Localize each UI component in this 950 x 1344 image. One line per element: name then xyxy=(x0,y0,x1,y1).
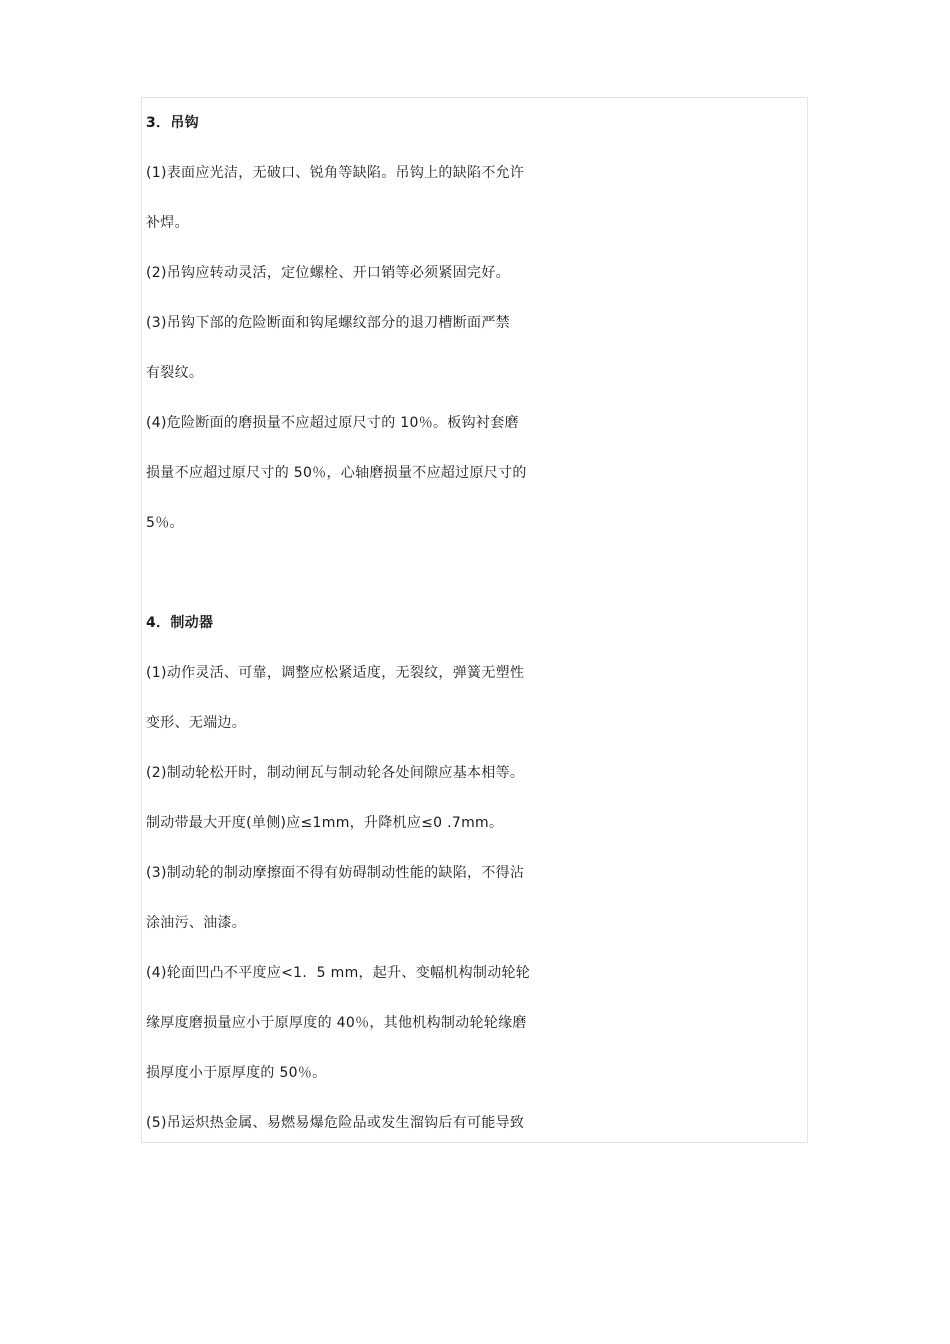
section-heading-brake: 4．制动器 xyxy=(146,615,214,631)
brake-line-5: (3)制动轮的制动摩擦面不得有妨碍制动性能的缺陷，不得沾 xyxy=(146,865,525,881)
brake-line-4: 制动带最大开度(单侧)应≤1mm，升降机应≤0 .7mm。 xyxy=(146,815,504,831)
section-spacer xyxy=(146,548,808,598)
brake-line-7: (4)轮面凹凸不平度应<1．5 mm，起升、变幅机构制动轮轮 xyxy=(146,965,531,981)
brake-line-8: 缘厚度磨损量应小于原厚度的 40％，其他机构制动轮轮缘磨 xyxy=(146,1015,527,1031)
brake-line-6: 涂油污、油漆。 xyxy=(146,915,247,931)
brake-line-10: (5)吊运炽热金属、易燃易爆危险品或发生溜钩后有可能导致 xyxy=(146,1115,525,1131)
section-heading-hook: 3．吊钩 xyxy=(146,115,199,131)
hook-line-1: (1)表面应光洁，无破口、锐角等缺陷。吊钩上的缺陷不允许 xyxy=(146,165,525,181)
hook-line-2: 补焊。 xyxy=(146,215,189,231)
hook-line-4: (3)吊钩下部的危险断面和钩尾螺纹部分的退刀槽断面严禁 xyxy=(146,315,510,331)
brake-line-2: 变形、无端边。 xyxy=(146,715,247,731)
brake-line-9: 损厚度小于原厚度的 50％。 xyxy=(146,1065,327,1081)
hook-line-3: (2)吊钩应转动灵活，定位螺栓、开口销等必须紧固完好。 xyxy=(146,265,510,281)
hook-line-8: 5％。 xyxy=(146,515,184,531)
hook-line-6: (4)危险断面的磨损量不应超过原尺寸的 10％。板钩衬套磨 xyxy=(146,415,519,431)
document-body xyxy=(146,98,808,1143)
hook-line-7: 损量不应超过原尺寸的 50％，心轴磨损量不应超过原尺寸的 xyxy=(146,465,527,481)
hook-line-5: 有裂纹。 xyxy=(146,365,204,381)
document-frame xyxy=(141,97,808,1143)
brake-line-3: (2)制动轮松开时，制动闸瓦与制动轮各处间隙应基本相等。 xyxy=(146,765,525,781)
brake-line-1: (1)动作灵活、可靠，调整应松紧适度，无裂纹，弹簧无塑性 xyxy=(146,665,525,681)
